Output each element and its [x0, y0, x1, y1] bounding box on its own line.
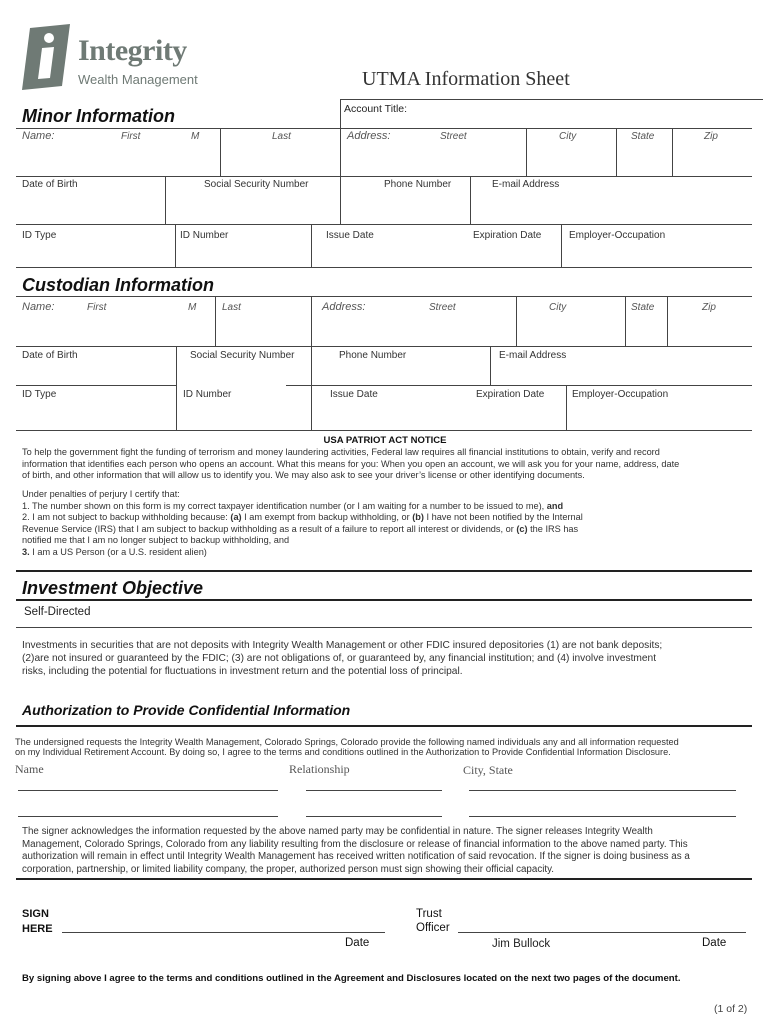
officer-name: Jim Bullock — [492, 938, 551, 950]
investment-disclaimer: Investments in securities that are not deposits with Integrity Wealth Management or other FDIC insured depositories (1) are not bank deposits; (2)are not insured or guaranteed by the FDIC; (3) are not obligations of, or guaranteed by, any financial institution; and (4) involve investment risks, including the potential for fluctuations in investment return and the potential loss of principal. — [22, 640, 663, 677]
company-logo — [20, 24, 205, 94]
custodian-idnumber-label: ID Number — [183, 389, 232, 400]
custodian-first-label: First — [87, 302, 107, 313]
minor-phone-label: Phone Number — [384, 179, 452, 190]
custodian-name-label: Name: — [22, 301, 55, 313]
custodian-city-label: City — [549, 302, 567, 313]
custodian-dob-label: Date of Birth — [22, 350, 78, 361]
minor-street-label: Street — [440, 131, 467, 142]
custodian-exp-label: Expiration Date — [476, 389, 545, 400]
custodian-phone-label: Phone Number — [339, 350, 407, 361]
page-number: (1 of 2) — [714, 1003, 748, 1015]
signature-line[interactable] — [62, 932, 385, 933]
custodian-street-label: Street — [429, 302, 456, 313]
patriot-line: To help the government fight the funding of terrorism and money laundering activities, Federal law requires all financial institutions to obtain, verify and record — [22, 447, 660, 457]
certification-item-2-cont: Revenue Service (IRS) that I am subject to backup withholding as a result of a failure to report all interest or dividends, or (c) the IRS has — [22, 523, 579, 534]
minor-exp-label: Expiration Date — [473, 230, 542, 241]
logo-mark-icon — [20, 24, 72, 90]
minor-email-label: E-mail Address — [492, 179, 560, 190]
recipient-name-line[interactable] — [18, 816, 278, 817]
custodian-zip-label: Zip — [702, 302, 716, 313]
column-relationship-label: Relationship — [289, 762, 350, 776]
certification-item-3: 3. I am a US Person (or a U.S. resident alien) — [22, 546, 207, 557]
recipient-relationship-line[interactable] — [306, 790, 442, 791]
minor-employer-label: Employer-Occupation — [569, 230, 666, 241]
perjury-intro: Under penalties of perjury I certify that: — [22, 489, 180, 499]
investment-objective-value: Self-Directed — [24, 606, 91, 618]
authorization-heading: Authorization to Provide Confidential Information — [22, 702, 351, 718]
custodian-address-label: Address: — [322, 301, 366, 313]
patriot-line: information that identifies each person who opens an account. What this means for you: When you open an account, we will ask you for your name, address, date — [22, 458, 680, 469]
custodian-issue-label: Issue Date — [330, 389, 378, 400]
officer-date-label: Date — [702, 937, 727, 949]
logo-tagline: Wealth Management — [78, 72, 198, 87]
column-city-state-label: City, State — [463, 763, 513, 777]
trust-label: Trust — [416, 908, 442, 920]
recipient-relationship-line[interactable] — [306, 816, 442, 817]
custodian-idtype-label: ID Type — [22, 389, 57, 400]
minor-ssn-label: Social Security Number — [204, 179, 309, 190]
certification-item-2: 2. I am not subject to backup withholding because: (a) I am exempt from backup withholding, or (b) I have not been notified by the Internal — [22, 512, 583, 523]
patriot-notice — [22, 447, 757, 482]
recipient-city-state-line[interactable] — [469, 816, 736, 817]
here-label: HERE — [22, 923, 53, 935]
recipient-name-line[interactable] — [18, 790, 278, 791]
column-name-label: Name — [15, 762, 44, 776]
logo-brand: Integrity — [78, 34, 187, 67]
signature-date-label: Date — [345, 937, 370, 949]
minor-idtype-label: ID Type — [22, 230, 57, 241]
minor-address-label: Address: — [347, 130, 391, 142]
minor-zip-label: Zip — [704, 131, 718, 142]
custodian-top-rule — [16, 296, 752, 297]
sign-label: SIGN — [22, 908, 49, 920]
agreement-statement: By signing above I agree to the terms and conditions outlined in the Agreement and Disclosures located on the next two pages of the document. — [22, 973, 681, 984]
custodian-last-label: Last — [222, 302, 241, 313]
minor-top-rule — [16, 128, 752, 129]
perjury-certification — [22, 489, 757, 559]
custodian-state-label: State — [631, 302, 655, 313]
certification-item-2-end: notified me that I am no longer subject to backup withholding, and — [22, 535, 290, 546]
patriot-line: of birth, and other information that will allow us to identify you. We may also ask to see your driver’s license or other identifying documents. — [22, 470, 585, 481]
certification-item-1: 1. The number shown on this form is my correct taxpayer identification number (or I am waiting for a number to be issued to me), and — [22, 500, 564, 511]
minor-last-label: Last — [272, 131, 291, 142]
minor-dob-label: Date of Birth — [22, 179, 78, 190]
authorization-acknowledgement: The signer acknowledges the information requested by the above named party may be confidential in nature. The signer releases Integrity Wealth Management, Colorado Springs, Colorado from any liability resulting from the disclosure or release of financial information to the above named party. This authorization will remain in effect until Integrity Wealth Management has received written notification of said revocation. If the signer is doing business as a corporation, partnership, or limited liability company, the proper, authorized person must sign showing their official capacity. — [22, 826, 690, 875]
minor-m-label: M — [191, 131, 200, 142]
investment-heading: Investment Objective — [22, 578, 204, 598]
minor-first-label: First — [121, 131, 141, 142]
minor-city-label: City — [559, 131, 577, 142]
title-rule — [340, 99, 763, 100]
custodian-employer-label: Employer-Occupation — [572, 389, 669, 400]
minor-idnumber-label: ID Number — [180, 230, 229, 241]
authorization-intro: The undersigned requests the Integrity Wealth Management, Colorado Springs, Colorado provide the following named individuals any and all information requested on my Individual Retirement Account. By doing so, I agree to the terms and conditions outlined in the Authorization to Provide Confidential Information Disclosure. — [15, 737, 679, 757]
minor-state-label: State — [631, 131, 655, 142]
officer-signature-line[interactable] — [458, 932, 746, 933]
custodian-m-label: M — [188, 302, 197, 313]
patriot-title: USA PATRIOT ACT NOTICE — [323, 435, 447, 446]
custodian-ssn-label: Social Security Number — [190, 350, 295, 361]
officer-label: Officer — [416, 922, 450, 934]
custodian-email-label: E-mail Address — [499, 350, 567, 361]
minor-issue-label: Issue Date — [326, 230, 374, 241]
minor-heading: Minor Information — [22, 106, 175, 126]
minor-name-label: Name: — [22, 130, 55, 142]
custodian-heading: Custodian Information — [22, 275, 214, 295]
account-title-label: Account Title: — [344, 103, 408, 115]
recipient-city-state-line[interactable] — [469, 790, 736, 791]
page-title: UTMA Information Sheet — [362, 68, 570, 90]
